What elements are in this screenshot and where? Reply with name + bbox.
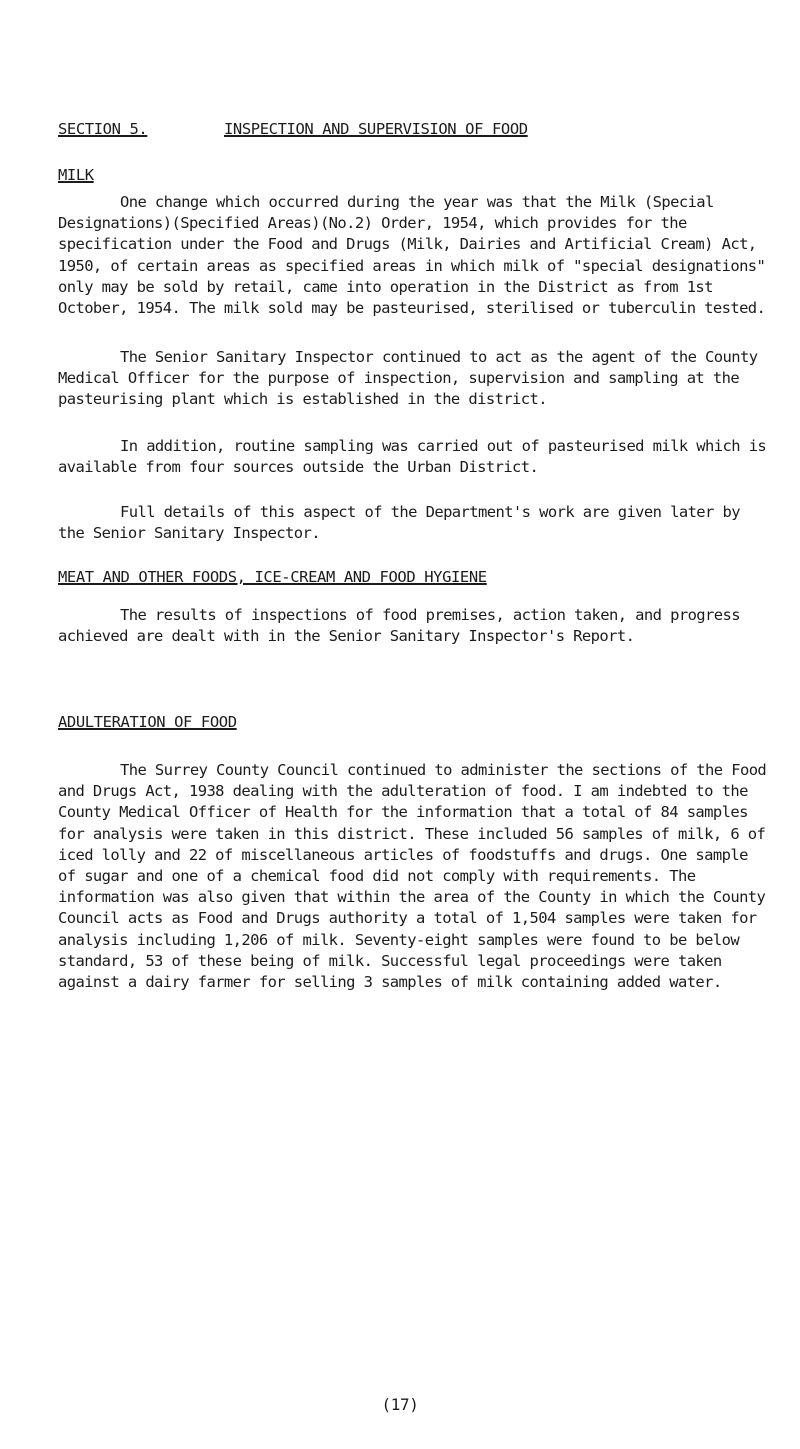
milk-paragraph-1: One change which occurred during the year was that the Milk (Special Designations)(Specified Areas)(No.2) Order, 1954, which provides for the specification under the Food and Drugs (Milk, Dairies and Artificial Cream) Act, 1950, of certain areas as specified areas in which milk of "special designations" only may be sold by retail, came into operation in the District as from 1st October, 1954. The milk sold may be pasteurised, sterilised or tuberculin tested. <box>58 193 766 318</box>
meat-paragraph-1: The results of inspections of food premises, action taken, and progress achieved are dealt with in the Senior Sanitary Inspector's Report. <box>58 606 740 646</box>
section-number: SECTION 5. <box>58 120 148 138</box>
page-header <box>58 120 758 144</box>
milk-paragraph-3: In addition, routine sampling was carried out of pasteurised milk which is available from four sources outside the Urban District. <box>58 437 767 477</box>
page-number: (17) <box>381 1395 419 1414</box>
adulteration-heading: ADULTERATION OF FOOD <box>58 713 237 731</box>
milk-paragraph-4: Full details of this aspect of the Department's work are given later by the Senior Sanitary Inspector. <box>58 503 740 543</box>
milk-heading: MILK <box>58 166 94 184</box>
section-title: INSPECTION AND SUPERVISION OF FOOD <box>224 120 528 138</box>
adulteration-paragraph-1: The Surrey County Council continued to administer the sections of the Food and Drugs Act, 1938 dealing with the adulteration of food. I am indebted to the County Medical Officer of Health for the information that a total of 84 samples for analysis were taken in this district. These included 56 samples of milk, 6 of iced lolly and 22 of miscellaneous articles of foodstuffs and drugs. One sample of sugar and one of a chemical food did not comply with requirements. The information was also given that within the area of the County in which the County Council acts as Food and Drugs authority a total of 1,504 samples were taken for analysis including 1,206 of milk. Seventy-eight samples were found to be below standard, 53 of these being of milk. Successful legal proceedings were taken against a dairy farmer for selling 3 samples of milk containing added water. <box>58 761 767 992</box>
milk-paragraph-2: The Senior Sanitary Inspector continued to act as the agent of the County Medical Officer for the purpose of inspection, supervision and sampling at the pasteurising plant which is established in the district. <box>58 348 758 409</box>
meat-heading: MEAT AND OTHER FOODS, ICE-CREAM AND FOOD HYGIENE <box>58 568 487 586</box>
